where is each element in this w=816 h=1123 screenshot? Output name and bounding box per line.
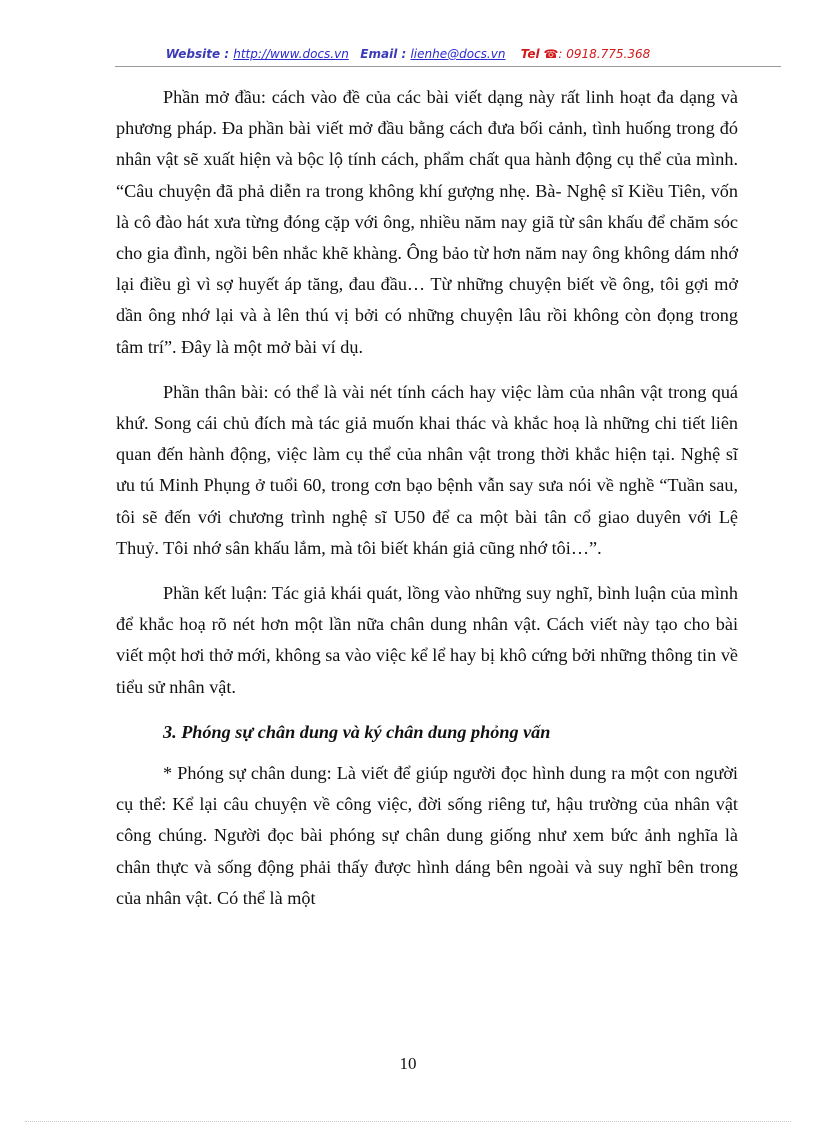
email-link[interactable]: lienhe@docs.vn xyxy=(410,47,506,61)
tel-label: Tel xyxy=(520,47,540,61)
paragraph-conclusion: Phần kết luận: Tác giả khái quát, lồng vào những suy nghĩ, bình luận của mình để khắc hoạ rõ nét hơn một lần nữa chân dung nhân vật. Cách viết này tạo cho bài viết một hơi thở mới, không sa vào việc kể lể hay bị khô cứng bởi những thông tin về tiểu sử nhân vật. xyxy=(116,583,738,697)
email-label: Email xyxy=(360,47,398,61)
page-header xyxy=(0,47,816,61)
paragraph-opening: Phần mở đầu: cách vào đề của các bài viết dạng này rất linh hoạt đa dạng và phương pháp. Đa phần bài viết mở đầu bằng cách đưa bối cảnh, tình huống trong đó nhân vật sẽ xuất hiện và bộc lộ tính cách, phẩm chất qua hành động cụ thể của mình. “Câu chuyện đã phả diễn ra trong không khí gượng nhẹ. Bà- Nghệ sĩ Kiều Tiên, vốn là cô đào hát xưa từng đóng cặp với ông, nhiều năm nay giã từ sân khấu để chăm sóc cho gia đình, ngồi bên nhắc khẽ khàng. Ông bảo từ hơn năm nay ông không dám nhớ lại điều gì vì sợ huyết áp tăng, đau đầu… Từ những chuyện biết về ông, tôi gợi mở dần ông nhớ lại và à lên thú vị bởi có những chuyện lâu rồi không còn đọng trong tâm trí”. Đây là một mở bài ví dụ. xyxy=(116,87,738,357)
section-heading: 3. Phóng sự chân dung và ký chân dung phỏng vấn xyxy=(163,721,551,742)
header-divider xyxy=(115,66,781,67)
website-link[interactable]: http://www.docs.vn xyxy=(233,47,349,61)
paragraph-portrait-report: * Phóng sự chân dung: Là viết để giúp người đọc hình dung ra một con người cụ thể: Kể lại câu chuyện về công việc, đời sống riêng tư, hậu trường của nhân vật công chúng. Người đọc bài phóng sự chân dung giống như xem bức ảnh nghĩa là chân thực và sống động phải thấy được hình dáng bên ngoài và suy nghĩ bên trong của nhân vật. Có thể là một xyxy=(116,763,738,908)
document-body xyxy=(116,82,738,928)
page-bottom-border xyxy=(25,1121,791,1122)
paragraph-body: Phần thân bài: có thể là vài nét tính cách hay việc làm của nhân vật trong quá khứ. Song cái chủ đích mà tác giả muốn khai thác và khắc hoạ là những chi tiết liên quan đến hành động, việc làm cụ thể của nhân vật trong thời khắc hiện tại. Nghệ sĩ ưu tú Minh Phụng ở tuổi 60, trong cơn bạo bệnh vẫn say sưa nói về nghề “Tuần sau, tôi sẽ đến với chương trình nghệ sĩ U50 để ca một bài tân cổ giao duyên với Lệ Thuỷ. Tôi nhớ sân khấu lắm, mà tôi biết khán giả cũng nhớ tôi…”. xyxy=(116,381,738,558)
tel-value: : 0918.775.368 xyxy=(558,47,651,61)
telephone-icon: ☎ xyxy=(543,47,559,61)
website-label: Website xyxy=(165,47,221,61)
page-number: 10 xyxy=(399,1054,417,1073)
website-separator: : xyxy=(220,47,234,61)
email-separator: : xyxy=(397,47,411,61)
